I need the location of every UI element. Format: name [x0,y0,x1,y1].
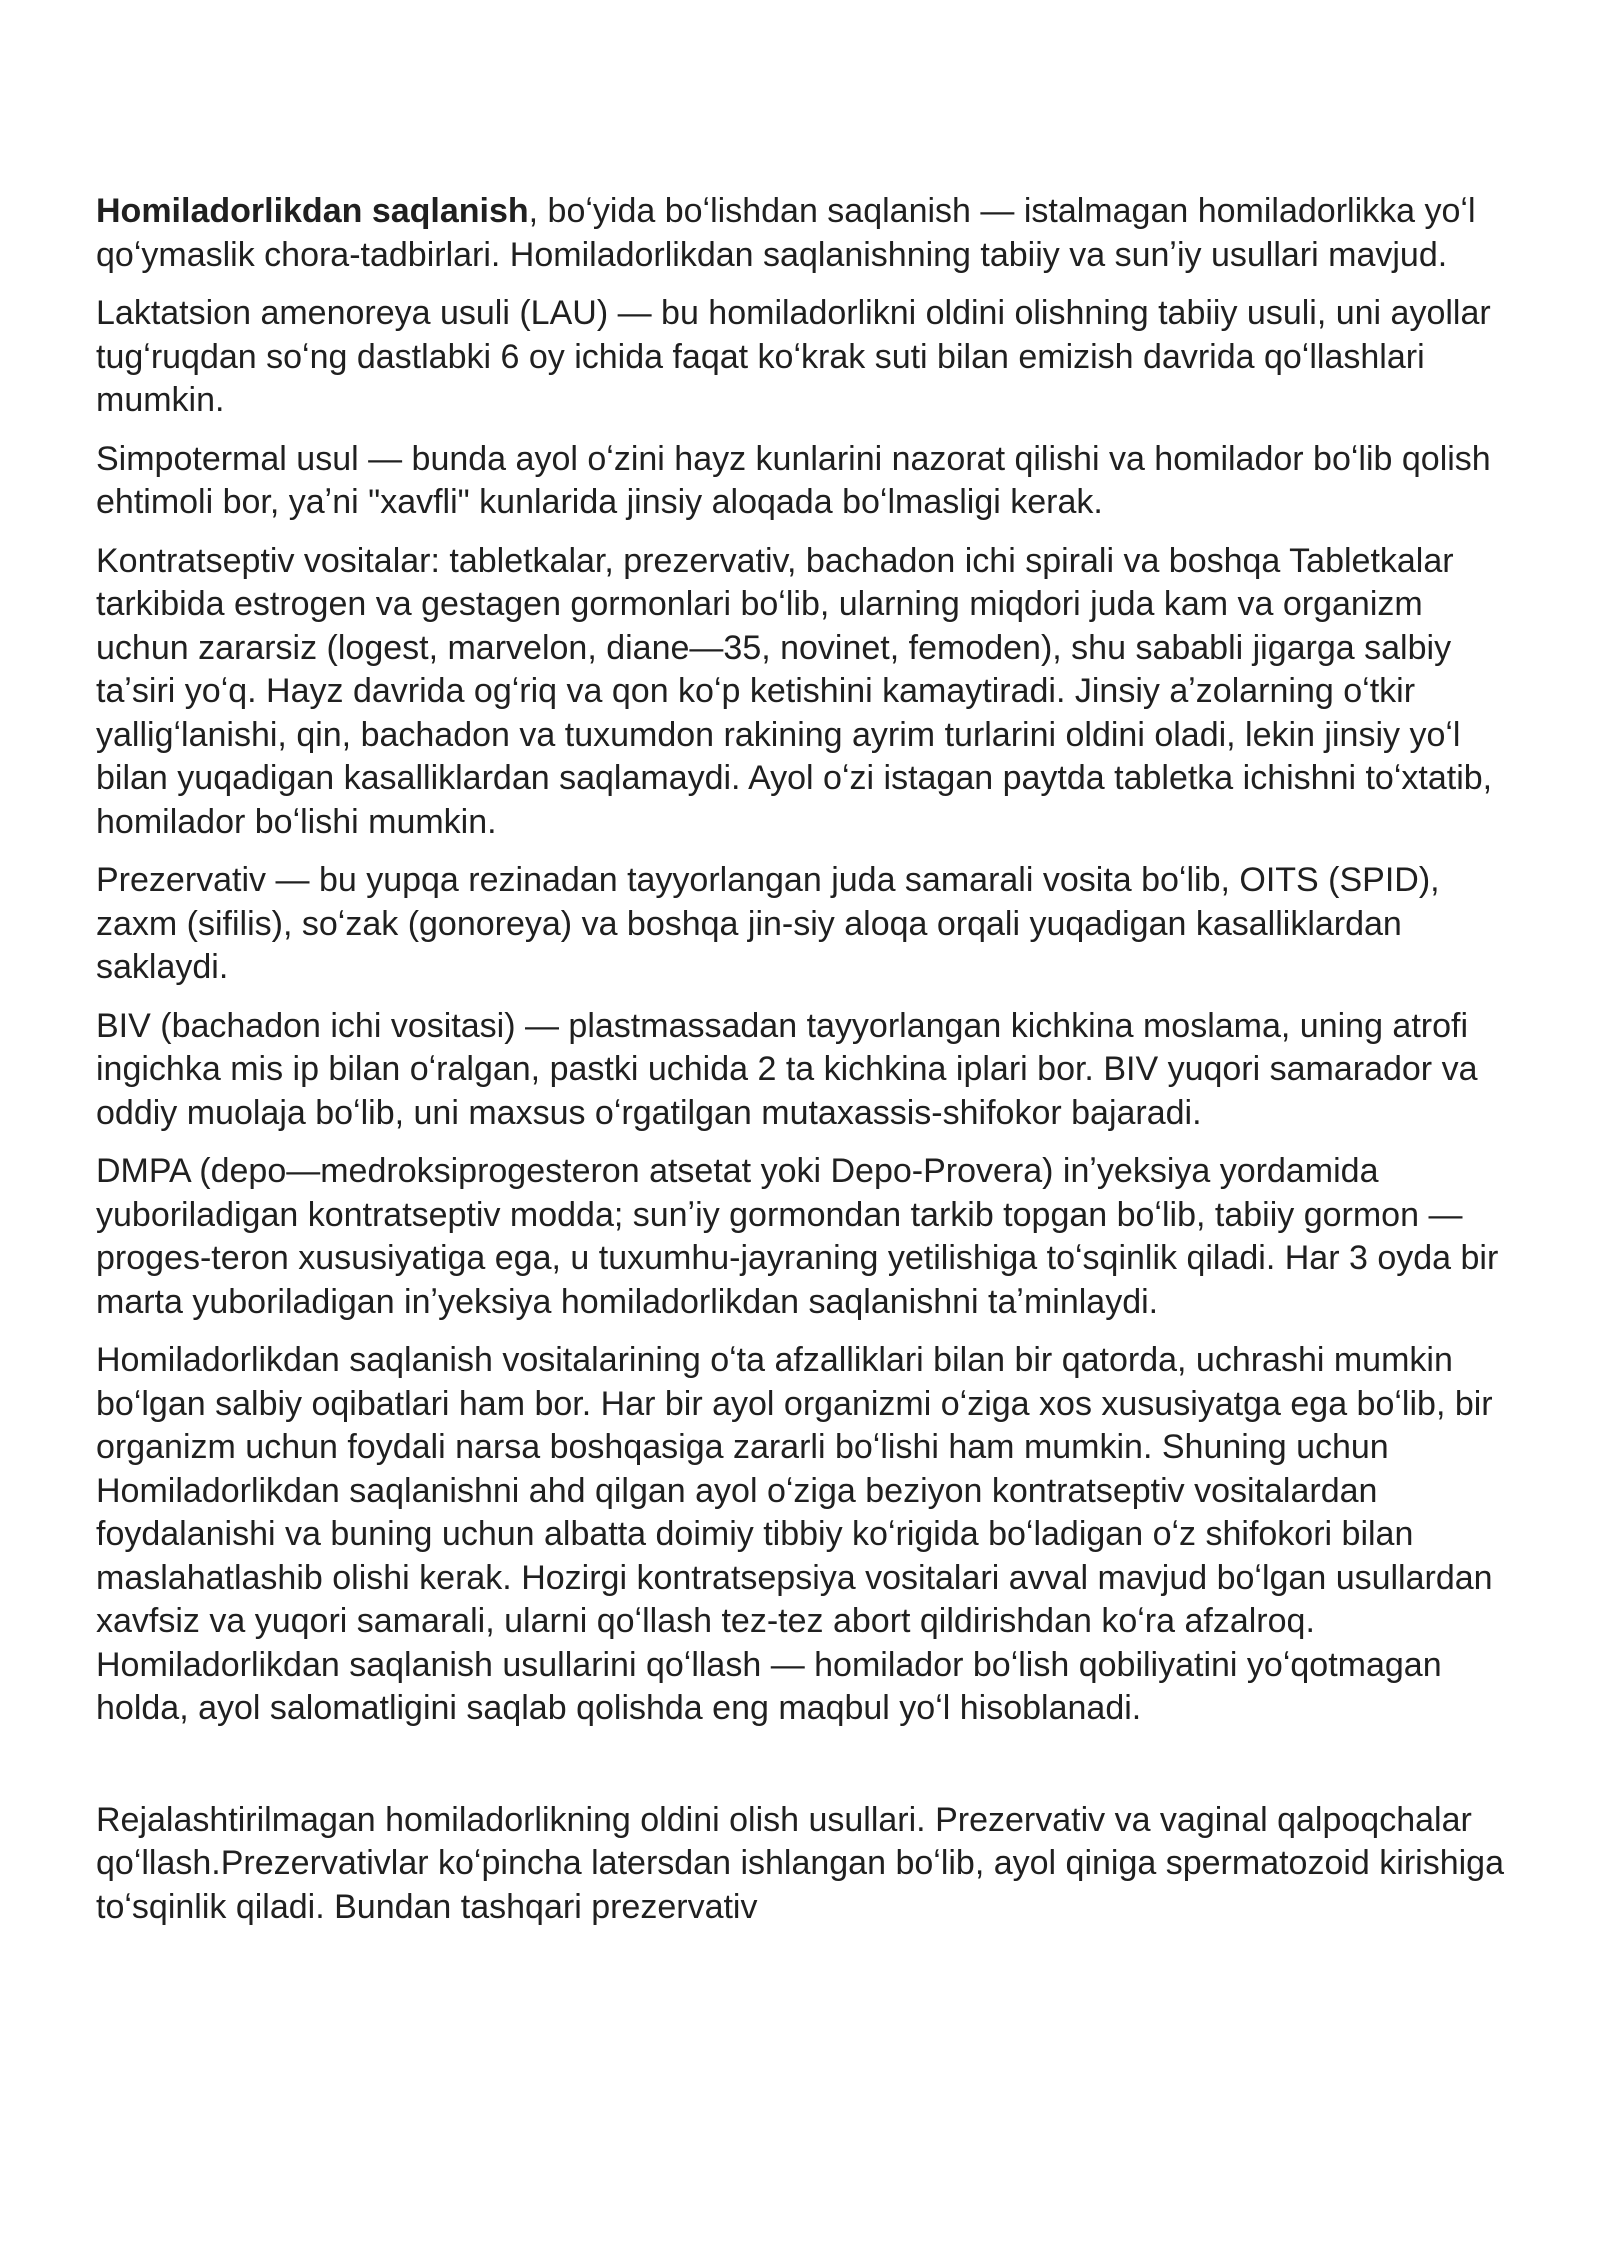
paragraph-simpotermal: Simpotermal usul — bunda ayol oʻzini hayz kunlarini nazorat qilishi va homilador boʻlib qolish ehtimoli bor, yaʼni "xavfli" kunlarida jinsiy aloqada boʻlmasligi kerak. [96,439,1491,521]
paragraph-prezervativ: Prezervativ — bu yupqa rezinadan tayyorlangan juda samarali vosita boʻlib, OITS (SPID), zaxm (sifilis), soʻzak (gonoreya) va boshqa jin-siy aloqa orqali yuqadigan kasalliklardan saklaydi. [96,861,1440,986]
paragraph-dmpa: DMPA (depo—medroksiprogesteron atsetat yoki Depo-Provera) inʼyeksiya yordamida yuboriladigan kontratseptiv modda; sunʼiy gormondan tarkib topgan boʻlib, tabiiy gormon — proges-teron xususiyatiga ega, u tuxumhu-jayraning yetilishiga toʻsqinlik qiladi. Har 3 oyda bir marta yuboriladigan inʼyeksiya homiladorlikdan saqlanishni taʼminlaydi. [96,1152,1499,1321]
paragraph-biv: BIV (bachadon ichi vositasi) — plastmassadan tayyorlangan kichkina moslama, uning atrofi ingichka mis ip bilan oʻralgan, pastki uchida 2 ta kichkina iplari bor. BIV yuqori samarador va oddiy muolaja boʻlib, uni maxsus oʻrgatilgan mutaxassis-shifokor bajaradi. [96,1006,1478,1132]
paragraph-lau: Laktatsion amenoreya usuli (LAU) — bu homiladorlikni oldini olishning tabiiy usuli, uni ayollar tugʻruqdan soʻng dastlabki 6 oy ichida faqat koʻkrak suti bilan emizish davrida qoʻllashlari mumkin. [96,294,1491,419]
paragraph-final: Rejalashtirilmagan homiladorlikning oldini olish usullari. Prezervativ va vaginal qalpoqchalar qoʻllash.Prezervativlar koʻpincha latersdan ishlangan boʻlib, ayol qiniga spermatozoid kirishiga toʻsqinlik qiladi. Bundan tashqari prezervativ [96,1800,1504,1926]
paragraph-summary: Homiladorlikdan saqlanish vositalarining oʻta afzalliklari bilan bir qatorda, uchrashi mumkin boʻlgan salbiy oqibatlari ham bor. Har bir ayol organizmi oʻziga xos xususiyatga ega boʻlib, bir organizm uchun foydali narsa boshqasiga zararli boʻlishi ham mumkin. Shuning uchun Homiladorlikdan saqlanishni ahd qilgan ayol oʻziga beziyon kontratseptiv vositalardan foydalanishi va buning uchun albatta doimiy tibbiy koʻrigida boʻladigan oʻz shifokori bilan maslahatlashib olishi kerak. Hozirgi kontratsepsiya vositalari avval mavjud boʻlgan usullardan xavfsiz va yuqori samarali, ularni qoʻllash tez-tez abort qildirishdan koʻra afzalroq. Homiladorlikdan saqlanish usullarini qoʻllash — homilador boʻlish qobiliyatini yoʻqotmagan holda, ayol salomatligini saqlab qolishda eng maqbul yoʻl hisoblanadi. [96,1341,1493,1727]
intro-bold-term: Homiladorlikdan saqlanish [96,192,529,230]
paragraph-kontratseptiv: Kontratseptiv vositalar: tabletkalar, prezervativ, bachadon ichi spirali va boshqa Tabletkalar tarkibida estrogen va gestagen gormonlari boʻlib, ularning miqdori juda kam va organizm uchun zararsiz (logest, marvelon, diane—35, novinet, femoden), shu sababli jigarga salbiy taʼsiri yoʻq. Hayz davrida ogʻriq va qon koʻp ketishini kamaytiradi. Jinsiy aʼzolarning oʻtkir yalligʻlanishi, qin, bachadon va tuxumdon rakining ayrim turlarini oldini oladi, lekin jinsiy yoʻl bilan yuqadigan kasalliklardan saqlamaydi. Ayol oʻzi istagan paytda tabletka ichishni toʻxtatib, homilador boʻlishi mumkin. [96,541,1493,841]
intro-paragraph [96,190,1516,277]
intro-text: , boʻyida boʻlishdan saqlanish — istalmagan homiladorlikka yoʻl qoʻymaslik chora-tadbirlari. Homiladorlikdan saqlanishning tabiiy va sunʼiy usullari mavjud. [96,192,1476,274]
document-body [96,190,1516,1944]
